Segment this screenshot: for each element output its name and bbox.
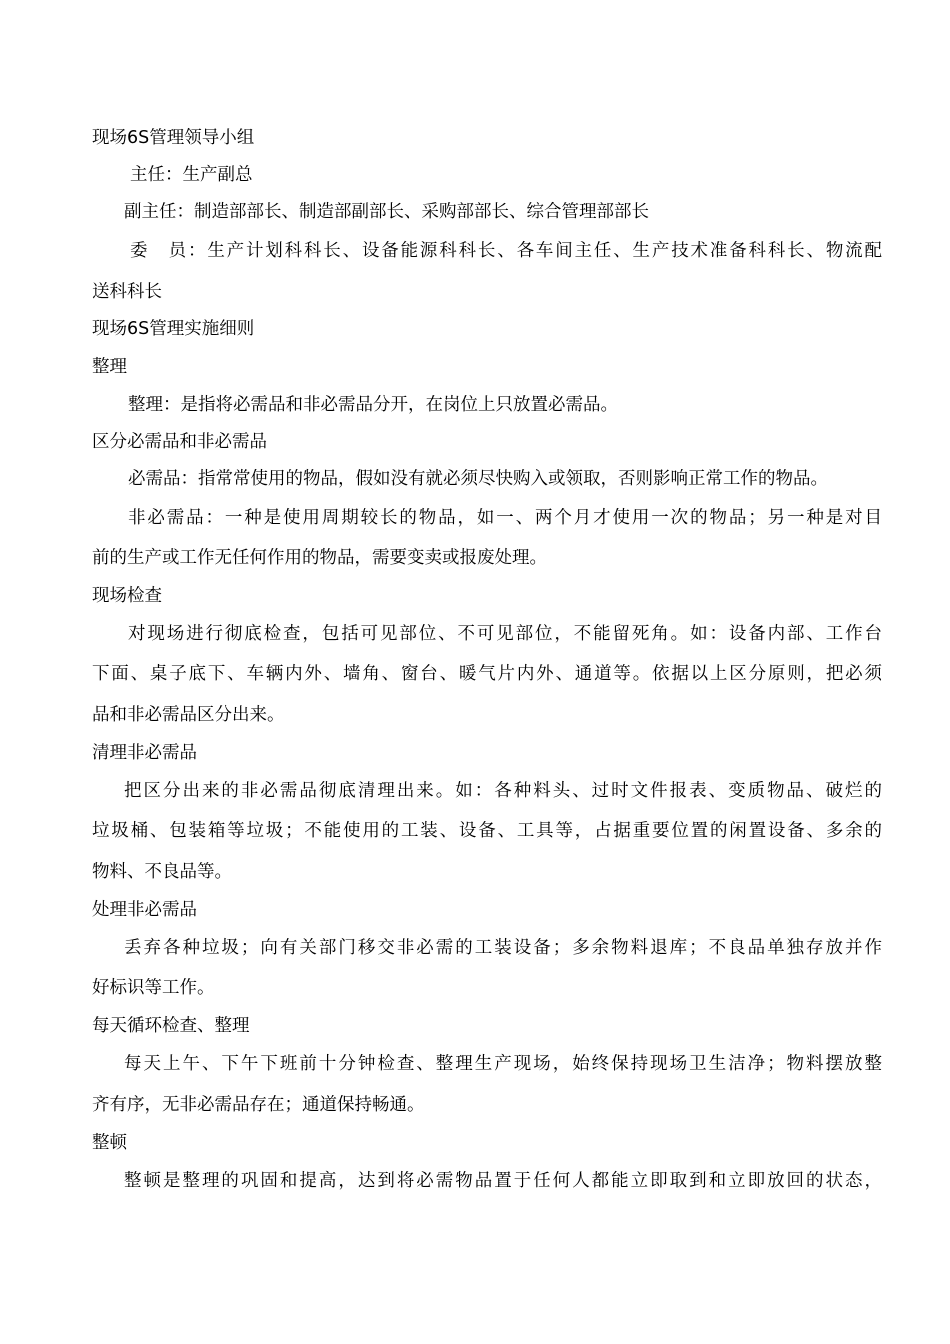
site-inspection-text-3: 品和非必需品区分出来。 [92,705,285,725]
daily-check-text-1: 每天上午、下午下班前十分钟检查、整理生产现场，始终保持现场卫生洁净；物料摆放整 [124,1054,882,1074]
heading-set-in-order: 整顿 [92,1133,127,1153]
heading-sort: 整理 [92,357,127,377]
clear-unnecessary-text-2: 垃圾桶、包装箱等垃圾；不能使用的工装、设备、工具等，占据重要位置的闲置设备、多余的 [92,821,882,841]
heading-dispose-unnecessary: 处理非必需品 [92,900,197,920]
heading-leadership-group: 现场6S管理领导小组 [92,128,255,148]
daily-check-text-2: 齐有序，无非必需品存在；通道保持畅通。 [92,1095,425,1115]
deputy-director-line: 副主任：制造部部长、制造部副部长、采购部部长、综合管理部部长 [124,202,649,222]
members-line: 委 员：生产计划科科长、设备能源科科长、各车间主任、生产技术准备科科长、物流配 [130,241,882,261]
heading-clear-unnecessary: 清理非必需品 [92,743,197,763]
clear-unnecessary-text-1: 把区分出来的非必需品彻底清理出来。如：各种料头、过时文件报表、变质物品、破烂的 [124,781,882,801]
heading-daily-check: 每天循环检查、整理 [92,1016,250,1036]
dispose-unnecessary-text-2: 好标识等工作。 [92,978,215,998]
site-inspection-text-2: 下面、桌子底下、车辆内外、墙角、窗台、暖气片内外、通道等。依据以上区分原则，把必须 [92,664,882,684]
necessary-items-definition: 必需品：指常常使用的物品，假如没有就必须尽快购入或领取，否则影响正常工作的物品。 [128,469,828,489]
set-in-order-text-1: 整顿是整理的巩固和提高，达到将必需物品置于任何人都能立即取到和立即放回的状态， [124,1171,882,1191]
director-line: 主任：生产副总 [130,165,253,185]
unnecessary-items-definition: 非必需品：一种是使用周期较长的物品，如一、两个月才使用一次的物品；另一种是对目 [128,508,882,528]
clear-unnecessary-text-3: 物料、不良品等。 [92,862,232,882]
site-inspection-text-1: 对现场进行彻底检查，包括可见部位、不可见部位，不能留死角。如：设备内部、工作台 [128,624,882,644]
sort-definition: 整理：是指将必需品和非必需品分开，在岗位上只放置必需品。 [128,395,618,415]
members-line-continued: 送科科长 [92,282,162,302]
heading-site-inspection: 现场检查 [92,586,162,606]
unnecessary-items-definition-continued: 前的生产或工作无任何作用的物品，需要变卖或报废处理。 [92,548,547,568]
heading-distinguish-items: 区分必需品和非必需品 [92,432,267,452]
heading-implementation-rules: 现场6S管理实施细则 [92,319,255,339]
dispose-unnecessary-text-1: 丢弃各种垃圾；向有关部门移交非必需的工装设备；多余物料退库；不良品单独存放并作 [124,938,882,958]
